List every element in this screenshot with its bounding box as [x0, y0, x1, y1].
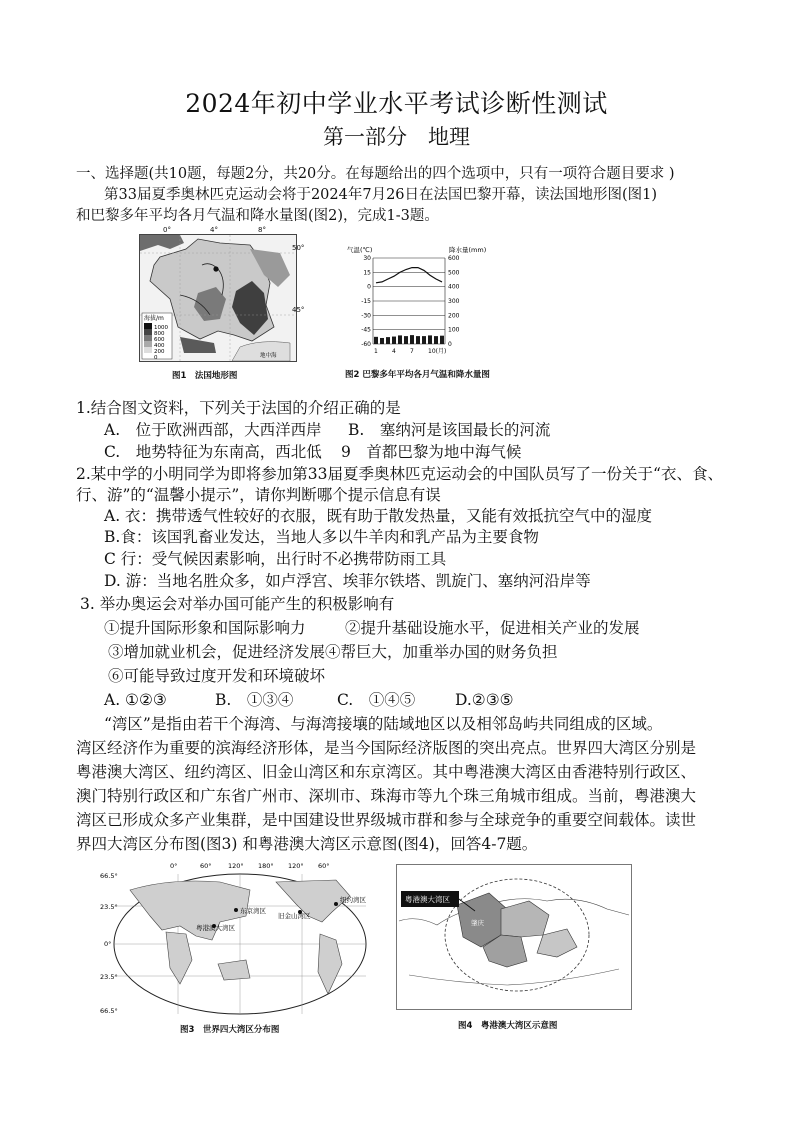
precipitation-bar	[434, 336, 438, 344]
france-terrain-map	[139, 234, 297, 362]
label-ny: 纽约湾区	[340, 896, 366, 904]
legend-value: 0	[154, 355, 158, 361]
legend-title: 海拔/m	[144, 315, 164, 322]
label-gba: 粤港澳大湾区	[196, 924, 235, 932]
lat-label: 23.5°	[100, 973, 118, 981]
precipitation-bar	[386, 337, 390, 344]
sea-label: 地中海	[260, 353, 277, 359]
right-tick-label: 0	[448, 341, 452, 348]
q1-option-d: 9 首都巴黎为地中海气候	[341, 443, 522, 461]
page-title: 2024年初中学业水平考试诊断性测试	[185, 89, 608, 118]
intro-line-1: 第33届夏季奥林匹克运动会将于2024年7月26日在法国巴黎开幕，读法国地形图(图1)	[104, 187, 658, 203]
page-subtitle: 第一部分 地理	[323, 125, 470, 149]
precipitation-bar	[440, 336, 444, 344]
section-heading: 一、选择题(共10题，每题2分，共20分。在每题给出的四个选项中，只有一项符合题目要求 )	[76, 166, 675, 182]
lon-label: 60°	[200, 862, 212, 870]
gba-map-svg	[397, 865, 631, 1009]
climate-chart	[345, 244, 487, 362]
precipitation-bar	[416, 336, 420, 344]
lon-label: 120°	[228, 862, 244, 870]
label-zhaoqing: 肇庆	[471, 919, 484, 927]
ny-marker	[334, 902, 338, 906]
lat-label: 23.5°	[100, 903, 118, 911]
x-tick-label: 4	[392, 348, 396, 355]
temperature-line	[376, 268, 442, 283]
intro-line-2: 和巴黎多年平均各月气温和降水量图(图2)，完成1-3题。	[76, 208, 439, 224]
fig1-lat-label: 50°	[292, 244, 305, 252]
fig2-caption: 图2 巴黎多年平均各月气温和降水量图	[345, 370, 490, 380]
fig3-caption: 图3 世界四大湾区分布图	[180, 1025, 280, 1035]
passage-line-2: 湾区经济作为重要的滨海经济形体，是当今国际经济版图的突出亮点。世界四大湾区分别是	[76, 739, 697, 757]
fig1-caption: 图1 法国地形图	[172, 371, 238, 381]
left-tick-label: 15	[363, 269, 371, 277]
left-tick-label: -60	[361, 341, 371, 348]
fig1-lon-label: 4°	[210, 226, 218, 234]
right-axis-title: 降水量(mm)	[449, 246, 487, 254]
q2-option-a: A. 衣：携带透气性较好的衣服，既有助于散发热量，又能有效抵抗空气中的湿度	[104, 507, 653, 525]
precipitation-bar	[422, 336, 426, 344]
q3-option-d: D.②③⑤	[455, 691, 514, 709]
precipitation-bar	[392, 337, 396, 344]
left-tick-label: 0	[367, 283, 371, 291]
left-axis-title: 气温(℃)	[347, 246, 373, 254]
paris-marker	[213, 266, 218, 271]
precipitation-bar	[404, 336, 408, 344]
q3-option-b: B. ①③④	[215, 691, 294, 709]
q3-stem: 3. 举办奥运会对举办国可能产生的积极影响有	[80, 595, 395, 613]
precipitation-bar	[410, 335, 414, 344]
q2-option-b: B.食：该国乳畜业发达，当地人多以牛羊肉和乳产品为主要食物	[104, 528, 539, 546]
legend-value: 400	[154, 343, 165, 349]
passage-line-4: 澳门特别行政区和广东省广州市、深圳市、珠海市等九个珠三角城市组成。当前，粤港澳大	[76, 787, 697, 805]
fig1-lon-label: 8°	[258, 226, 266, 234]
lat-label: 66.5°	[100, 1007, 118, 1015]
q3-item-4: ⑥可能导致过度开发和环境破坏	[108, 667, 326, 685]
precipitation-bar	[374, 337, 378, 344]
x-tick-label: 7	[410, 348, 414, 355]
lon-label: 60°	[318, 862, 330, 870]
passage-line-5: 湾区已形成众多产业集群，是中国建设世界级城市群和参与全球竞争的重要空间载体。读世	[76, 811, 697, 829]
lon-label: 180°	[258, 862, 274, 870]
tokyo-marker	[234, 908, 238, 912]
precipitation-bar	[428, 335, 432, 344]
q1-option-a: A. 位于欧洲西部，大西洋西岸	[104, 421, 322, 439]
right-tick-label: 200	[448, 312, 460, 320]
lat-label: 0°	[104, 940, 112, 948]
label-sf: 旧金山湾区	[278, 912, 311, 920]
legend-value: 200	[154, 349, 165, 355]
q1-stem: 1.结合图文资料，下列关于法国的介绍正确的是	[76, 399, 401, 417]
precipitation-bar	[398, 335, 402, 344]
left-tick-label: 30	[363, 255, 371, 262]
right-tick-label: 600	[448, 255, 460, 262]
right-tick-label: 300	[448, 298, 460, 305]
q1-option-c: C. 地势特征为东南高，西北低	[104, 443, 322, 461]
precipitation-bar	[380, 338, 384, 344]
x-tick-label: 10(月)	[428, 348, 447, 355]
lon-label: 0°	[170, 862, 178, 870]
x-tick-label: 1	[374, 348, 378, 355]
passage-line-6: 界四大湾区分布图(图3) 和粤港澳大湾区示意图(图4)，回答4-7题。	[76, 835, 538, 853]
q2-stem-line-1: 2.某中学的小明同学为即将参加第33届夏季奥林匹克运动会的中国队员写了一份关于“衣、食、	[76, 465, 723, 483]
left-tick-label: -30	[361, 312, 371, 320]
legend-value: 800	[154, 331, 165, 337]
right-tick-label: 500	[448, 269, 460, 277]
q3-option-c: C. ①④⑤	[337, 691, 416, 709]
right-tick-label: 400	[448, 283, 460, 291]
q3-item-2: ②提升基础设施水平，促进相关产业的发展	[345, 619, 640, 637]
q3-item-3: ③增加就业机会，促进经济发展④帮巨大，加重举办国的财务负担	[108, 643, 558, 661]
q1-option-b: B. 塞纳河是该国最长的河流	[348, 421, 551, 439]
label-tokyo: 东京湾区	[240, 907, 266, 915]
fig1-lon-label: 0°	[163, 226, 171, 234]
fig1-lat-label: 45°	[292, 306, 305, 314]
gba-map	[396, 864, 632, 1010]
left-tick-label: -45	[361, 326, 371, 334]
q2-option-d: D. 游：当地名胜众多，如卢浮宫、埃菲尔铁塔、凯旋门、塞纳河沿岸等	[104, 572, 591, 590]
q2-option-c: C 行：受气候因素影响，出行时不必携带防雨工具	[104, 550, 447, 568]
france-map-svg	[140, 235, 296, 361]
q3-option-a: A. ①②③	[104, 691, 167, 709]
left-tick-label: -15	[361, 298, 371, 305]
legend-value: 600	[154, 337, 165, 343]
passage-line-1: “湾区”是指由若干个海湾、与海湾接壤的陆域地区以及相邻岛屿共同组成的区域。	[104, 715, 663, 733]
lat-label: 66.5°	[100, 872, 118, 880]
right-tick-label: 100	[448, 326, 460, 334]
legend-value: 1000	[154, 325, 168, 331]
lon-label: 120°	[288, 862, 304, 870]
world-bay-areas-map	[100, 856, 380, 1016]
gba-callout: 粤港澳大湾区	[405, 895, 450, 904]
q3-item-1: ①提升国际形象和国际影响力	[104, 619, 306, 637]
fig4-caption: 图4 粤港澳大湾区示意图	[458, 1021, 558, 1031]
q2-stem-line-2: 行、游”的“温馨小提示”，请你判断哪个提示信息有误	[76, 486, 441, 504]
passage-line-3: 粤港澳大湾区、纽约湾区、旧金山湾区和东京湾区。其中粤港澳大湾区由香港特别行政区、	[76, 763, 697, 781]
